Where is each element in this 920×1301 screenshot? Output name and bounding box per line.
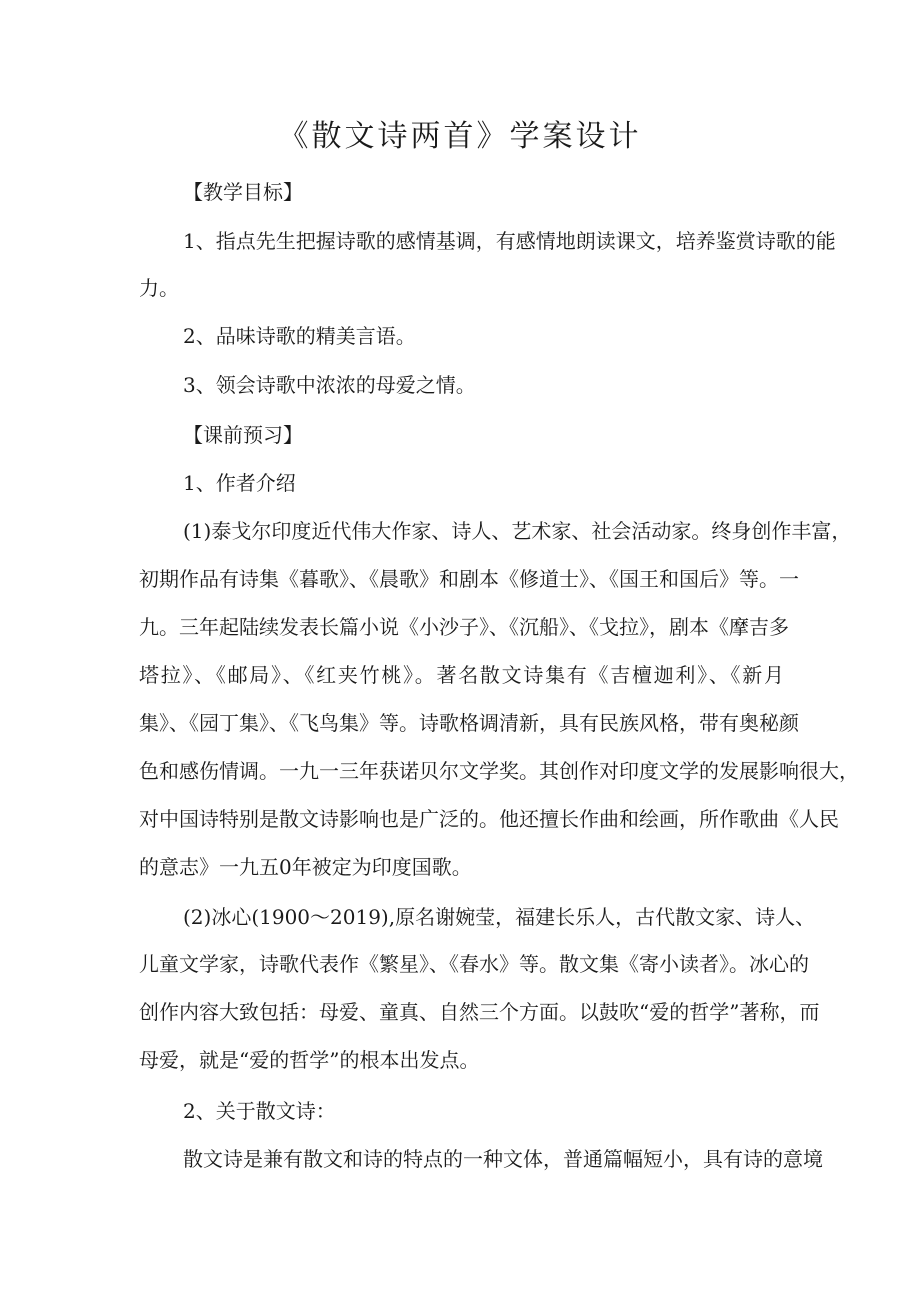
tagore-line-1: (1)泰戈尔印度近代伟大作家、诗人、艺术家、社会活动家。终身创作丰富，: [183, 519, 852, 543]
bingxin-line-4: 母爱，就是“爱的哲学”的根本出发点。: [139, 1048, 480, 1072]
bingxin-line-3: 创作内容大致包括：母爱、童真、自然三个方面。以鼓吹“爱的哲学”著称，而: [139, 1000, 820, 1024]
objective-2: 2、品味诗歌的精美言语。: [183, 324, 416, 348]
section-heading-objectives: 【教学目标】: [183, 180, 303, 204]
item-author-intro: 1、作者介绍: [183, 471, 296, 495]
item-prose-poem: 2、关于散文诗：: [183, 1099, 336, 1123]
tagore-line-5: 集》、《园丁集》、《飞鸟集》等。诗歌格调清新，具有民族风格，带有奥秘颜: [139, 711, 799, 735]
section-heading-preview: 【课前预习】: [183, 423, 303, 447]
tagore-line-7: 对中国诗特别是散文诗影响也是广泛的。他还擅长作曲和绘画，所作歌曲《人民: [139, 807, 839, 831]
prose-poem-line-1: 散文诗是兼有散文和诗的特点的一种文体，普通篇幅短小，具有诗的意境: [183, 1147, 823, 1171]
document-title: 《散文诗两首》学案设计: [278, 119, 642, 154]
objective-3: 3、领会诗歌中浓浓的母爱之情。: [183, 373, 476, 397]
objective-1-line-1: 1、指点先生把握诗歌的感情基调，有感情地朗读课文，培养鉴赏诗歌的能: [183, 229, 836, 253]
tagore-line-8: 的意志》一九五0年被定为印度国歌。: [139, 855, 472, 879]
tagore-line-6: 色和感伤情调。一九一三年获诺贝尔文学奖。其创作对印度文学的发展影响很大，: [139, 759, 859, 783]
objective-1-line-2: 力。: [139, 276, 179, 300]
tagore-line-4: 塔拉》、《邮局》、《红夹竹桃》。著名散文诗集有《吉檀迦利》、《新月: [139, 663, 784, 687]
tagore-line-2: 初期作品有诗集《暮歌》、《晨歌》和剧本《修道士》、《国王和国后》等。一: [139, 567, 799, 591]
bingxin-line-1: (2)冰心(1900～2019),原名谢婉莹，福建长乐人，古代散文家、诗人、: [183, 905, 816, 929]
tagore-line-3: 九。三年起陆续发表长篇小说《小沙子》、《沉船》、《戈拉》，剧本《摩吉多: [139, 615, 789, 639]
bingxin-line-2: 儿童文学家，诗歌代表作《繁星》、《春水》等。散文集《寄小读者》。冰心的: [139, 952, 809, 976]
